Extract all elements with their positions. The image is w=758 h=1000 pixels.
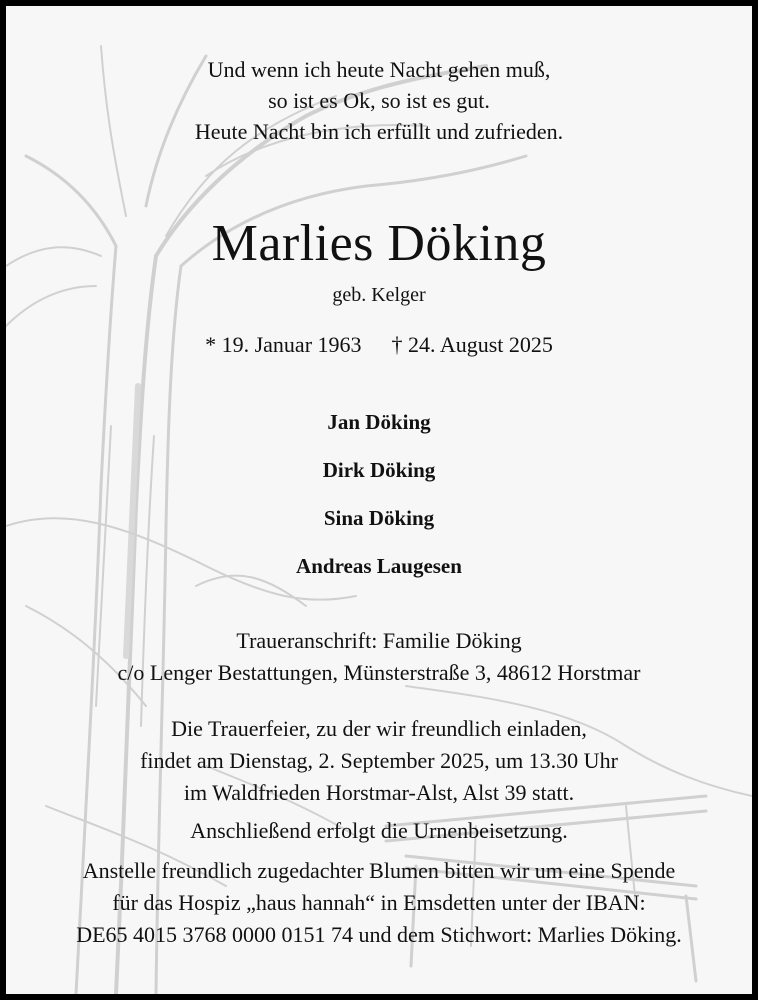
mourning-address-line: c/o Lenger Bestattungen, Münsterstraße 3, 48612 Horstmar xyxy=(117,660,641,685)
poem-line: Und wenn ich heute Nacht gehen muß, xyxy=(207,57,551,82)
deceased-name: Marlies Döking xyxy=(211,215,547,272)
donation-line: Anstelle freundlich zugedachter Blumen bitten wir um eine Spende xyxy=(82,858,676,883)
donation-line: DE65 4015 3768 0000 0151 74 und dem Stichwort: Marlies Döking. xyxy=(76,922,682,947)
poem-line: so ist es Ok, so ist es gut. xyxy=(268,88,490,113)
mourner-name: Jan Döking xyxy=(327,410,431,434)
ceremony-line: findet am Dienstag, 2. September 2025, um 13.30 Uhr xyxy=(140,748,618,773)
mourning-address-line: Traueranschrift: Familie Döking xyxy=(236,628,522,653)
maiden-name: geb. Kelger xyxy=(332,284,426,306)
poem-line: Heute Nacht bin ich erfüllt und zufrieden. xyxy=(194,119,564,144)
life-dates xyxy=(6,332,752,358)
mourner-name: Andreas Laugesen xyxy=(296,554,462,578)
tree-bench-sketch-background xyxy=(6,6,752,994)
mourner-name: Dirk Döking xyxy=(322,458,436,482)
death-date: 24. August 2025 xyxy=(408,332,553,357)
ceremony-line: Die Trauerfeier, zu der wir freundlich einladen, xyxy=(171,716,587,741)
death-cross-icon: † xyxy=(391,332,403,357)
birth-symbol-icon: * xyxy=(205,332,217,357)
burial-note: Anschließend erfolgt die Urnenbeisetzung. xyxy=(190,818,568,843)
mourner-name: Sina Döking xyxy=(323,506,435,530)
birth-date: 19. Januar 1963 xyxy=(221,332,362,357)
donation-line: für das Hospiz „haus hannah“ in Emsdetten unter der IBAN: xyxy=(112,890,646,915)
ceremony-line: im Waldfrieden Horstmar-Alst, Alst 39 statt. xyxy=(183,780,575,805)
